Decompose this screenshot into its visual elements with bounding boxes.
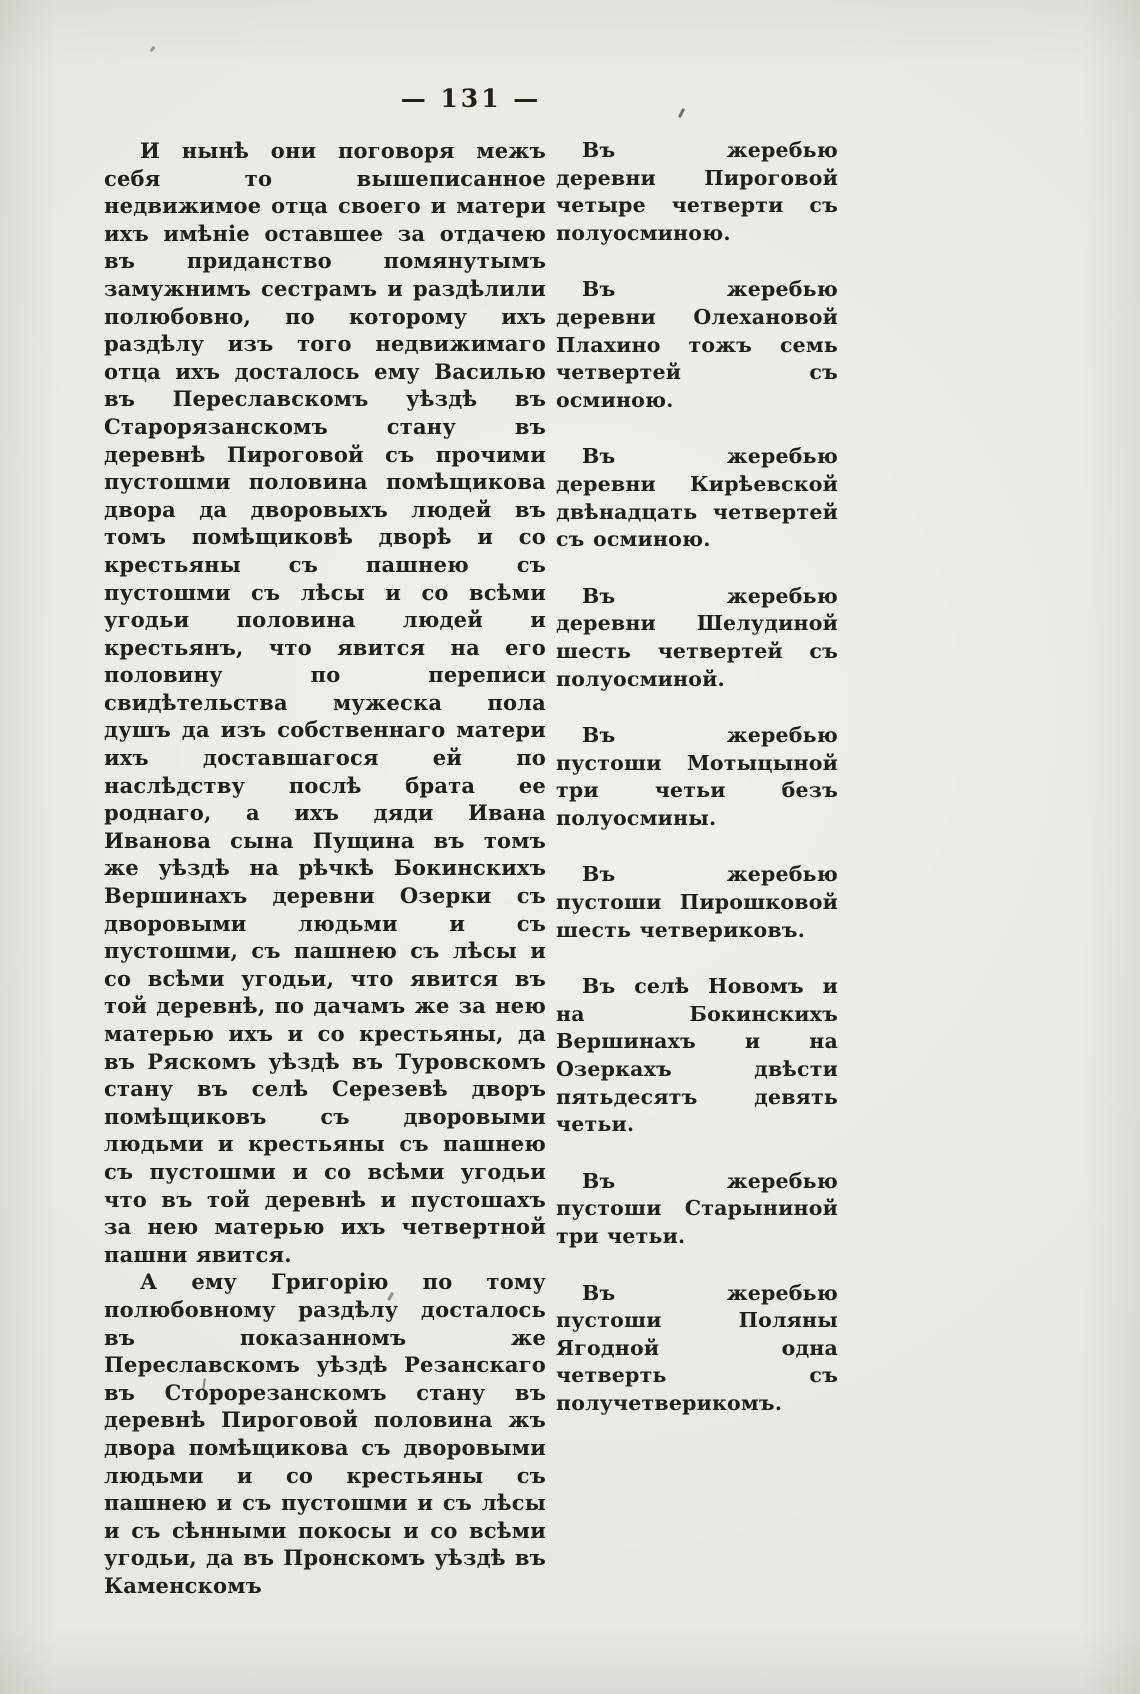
text-columns: [104, 137, 838, 1599]
paragraph: Въ жеребью деревни Кирѣевской двѣнадцать четвертей съ осминою.: [556, 444, 838, 552]
page-number: — 131 —: [400, 84, 542, 113]
paragraph: Въ жеребью пустоши Поляны Ягодной одна четверть съ получетверикомъ.: [556, 1280, 838, 1415]
paragraph: И нынѣ они поговоря межъ себя то вышеписанное недвижимое отца своего и матери ихъ имѣніе оставшее за отдачею въ приданство помянутымъ замужнимъ сестрамъ и раздѣлили полюбовно, по которому ихъ раздѣлу изъ того недвижимаго отца ихъ досталось ему Василью въ Переславскомъ уѣздѣ въ Старорязанскомъ стану въ деревнѣ Пироговой съ прочими пустошми половина помѣщикова двора да дворовыхъ людей въ томъ помѣщиковѣ дворѣ и со крестьяны съ пашнею съ пустошми съ лѣсы и со всѣми угодьи половина людей и крестьянъ, что явится на его половину по переписи свидѣтельства мужеска пола душъ да изъ собственнаго матери ихъ доставшагося ей по наслѣдству послѣ брата ее роднаго, а ихъ дяди Ивана Иванова сына Пущина въ томъ же уѣздѣ на рѣчкѣ Бокинскихъ Вершинахъ деревни Озерки съ дворовыми людьми и съ пустошми, съ пашнею съ лѣсы и со всѣми угодьи, что явится въ той деревнѣ, по дачамъ же за нею матерью ихъ и со крестьяны, да въ Ряскомъ уѣздѣ въ Туровскомъ стану въ селѣ Серезевѣ дворъ помѣщиковъ съ дворовыми людьми и крестьяны съ пашнею съ пустошми и со всѣми угодьи что въ той деревнѣ и пустошахъ за нею матерью ихъ четвертной пашни явится.: [104, 138, 546, 1267]
left-column: [104, 137, 546, 1599]
paragraph: Въ жеребью пустоши Мотыцыной три четьи безъ полуосмины.: [556, 723, 838, 830]
paragraph: Въ жеребью пустоши Пирошковой шесть четвериковъ.: [556, 862, 838, 942]
right-column: [556, 137, 838, 1418]
paragraph: А ему Григорію по тому полюбовному раздѣлу досталось въ показанномъ же Переславскомъ уѣздѣ Резанскаго въ Сторорезанскомъ стану въ деревнѣ Пироговой половина жъ двора помѣщикова съ дворовыми людьми и со крестьяны съ пашнею и съ пустошми и съ лѣсы и съ сѣнными покосы и со всѣми угодьи, да въ Пронскомъ уѣздѣ въ Каменскомъ: [104, 1269, 546, 1598]
scan-artifact: [149, 46, 155, 53]
paragraph: Въ жеребью деревни Пироговой четыре четверти съ полуосминою.: [556, 138, 838, 245]
paragraph: Въ жеребью деревни Олехановой Плахино тожъ семь четвертей съ осминою.: [556, 277, 838, 412]
page-content: [104, 84, 838, 1599]
paragraph: Въ жеребью пустоши Старыниной три четьи.: [556, 1168, 838, 1248]
paragraph: Въ жеребью деревни Шелудиной шесть четвертей съ полуосминой.: [556, 583, 838, 691]
paragraph: Въ селѣ Новомъ и на Бокинскихъ Вершинахъ и на Озеркахъ двѣсти пятьдесятъ девять четьи.: [556, 974, 838, 1137]
